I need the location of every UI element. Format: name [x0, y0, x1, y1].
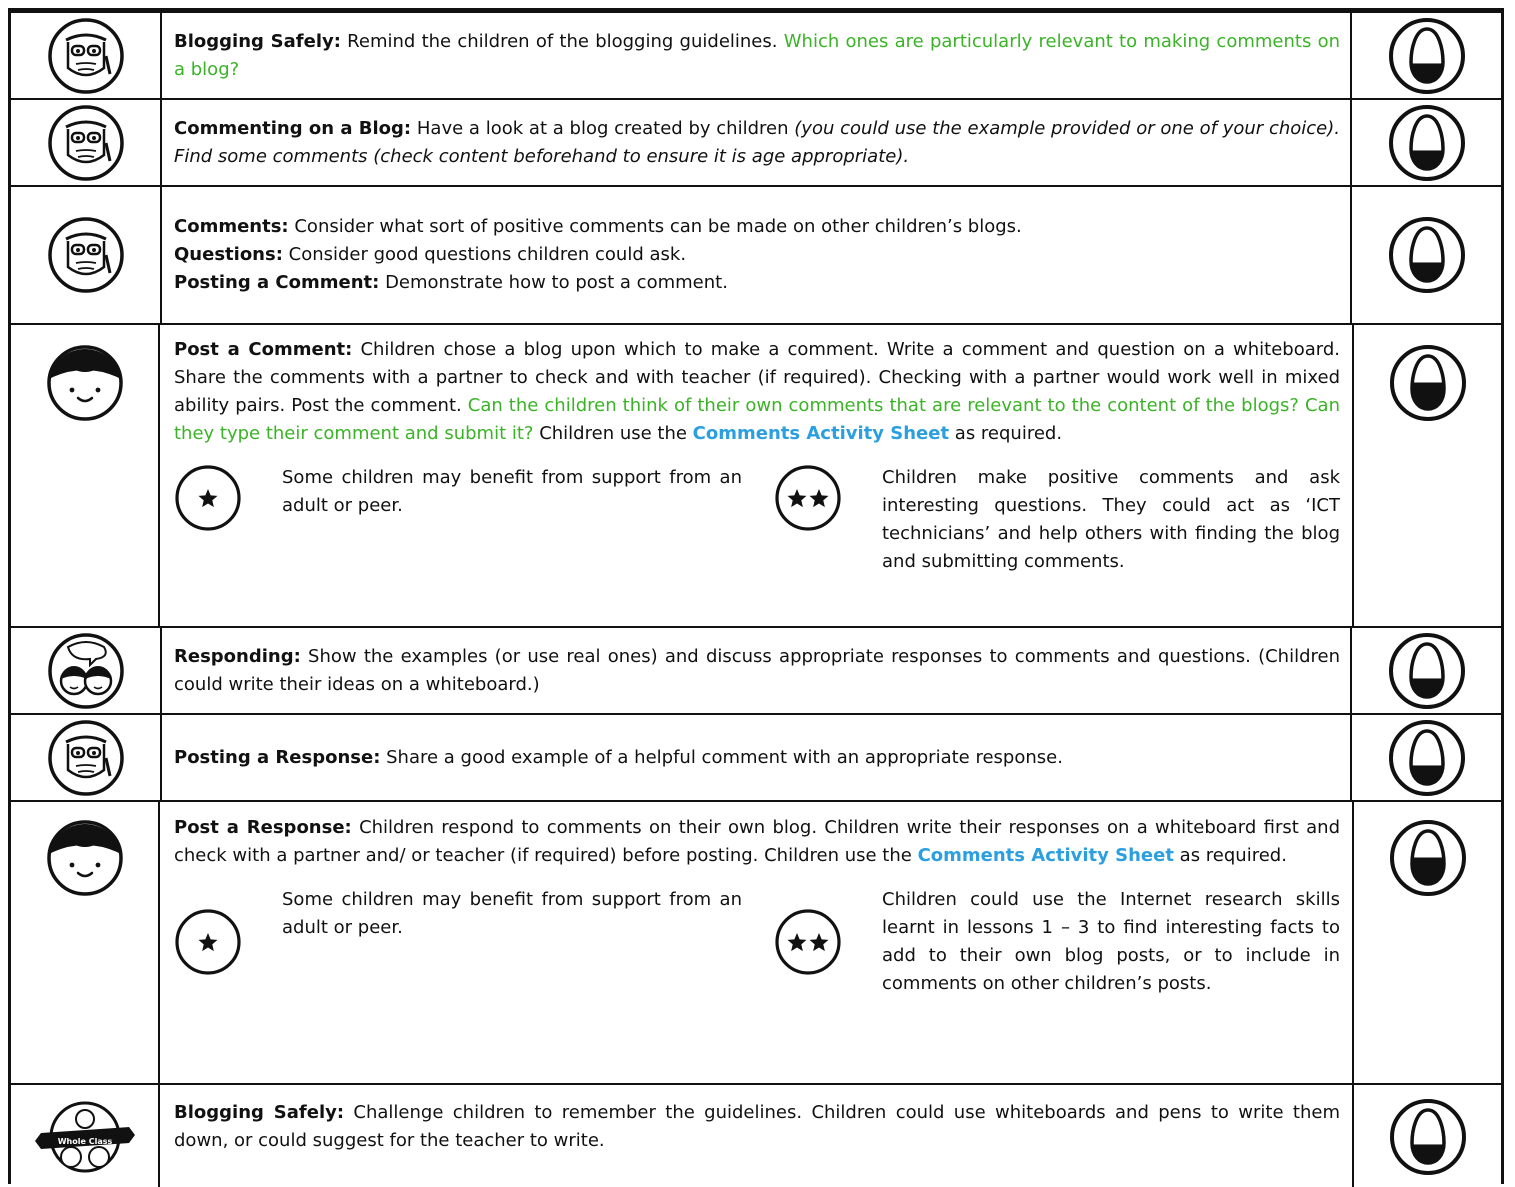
activity-body: Show the examples (or use real ones) and discuss appropriate responses to comments and questions. (Children could write their ideas on a whiteboard.) [174, 645, 1340, 695]
pair-talk-icon [11, 628, 162, 713]
table-row [11, 1085, 1501, 1187]
activity-title: Commenting on a Blog: [174, 117, 412, 139]
egg-timer-icon [1350, 13, 1501, 98]
activity-body: Share a good example of a helpful comment with an appropriate response. [380, 746, 1063, 768]
two-star-icon [774, 464, 842, 532]
activity-body: Consider what sort of positive comments can be made on other children’s blogs. [288, 216, 1022, 237]
activity-title: Posting a Response: [174, 746, 381, 768]
egg-timer-icon [1350, 628, 1501, 713]
table-row [11, 628, 1501, 715]
activity-title: Blogging Safely: [174, 30, 341, 52]
one-star-differentiation [174, 886, 774, 998]
activity-body: Remind the children of the blogging guidelines. [340, 30, 784, 52]
egg-timer-icon [1350, 100, 1501, 185]
assessment-question: Can the children think of their own comments that are relevant to the content of the blogs? Can they type their comment and submit it? [174, 395, 1340, 444]
egg-timer-icon [1350, 187, 1501, 323]
activity-body: as required. [1173, 845, 1287, 866]
table-row [11, 802, 1501, 1085]
two-star-icon [774, 908, 842, 976]
table-row [11, 715, 1501, 802]
table-row [11, 13, 1501, 100]
egg-timer-icon [1352, 802, 1501, 1083]
activity-text [174, 241, 1340, 269]
assessment-question: Which ones are particularly relevant to making comments on a blog? [174, 30, 1340, 80]
whole-class-label: Whole Class [57, 1137, 112, 1146]
comments-activity-sheet-link[interactable]: Comments Activity Sheet [917, 845, 1174, 866]
teacher-icon [11, 100, 162, 185]
child-icon [11, 325, 160, 626]
egg-timer-icon [1352, 1085, 1501, 1187]
two-star-text: Children could use the Internet research skills learnt in lessons 1 – 3 to find interesting facts to add to their own blog posts, or to include in comments on other children’s posts. [882, 889, 1340, 994]
activity-title: Post a Response: [174, 817, 352, 838]
activity-title: Posting a Comment: [174, 272, 380, 293]
activity-text [174, 643, 1340, 699]
activity-body: Demonstrate how to post a comment. [379, 272, 728, 293]
table-row [11, 187, 1501, 325]
activity-note: (you could use the example provided or one of your choice). Find some comments (check content beforehand to ensure it is age appropriate). [174, 117, 1340, 167]
table-row [11, 100, 1501, 187]
activity-body: Consider good questions children could ask. [282, 244, 687, 265]
activity-title: Comments: [174, 216, 289, 237]
differentiation [174, 886, 1340, 998]
activity-body: Children use the [533, 423, 693, 444]
activity-text [174, 28, 1340, 84]
egg-timer-icon [1350, 715, 1501, 800]
activity-title: Questions: [174, 244, 283, 265]
activity-text [174, 115, 1340, 171]
activity-body: Children respond to comments on their own blog. Children write their responses on a whiteboard first and check with a partner and/ or teacher (if required) before posting. Children use the [174, 817, 1340, 866]
activity-body: as required. [949, 423, 1063, 444]
activity-text [174, 814, 1340, 870]
two-star-differentiation [774, 464, 1340, 576]
one-star-icon [174, 464, 242, 532]
one-star-icon [174, 908, 242, 976]
activity-text [174, 269, 1340, 297]
activity-text [174, 336, 1340, 448]
one-star-text: Some children may benefit from support from an adult or peer. [282, 467, 742, 516]
activity-body: Children chose a blog upon which to make a comment. Write a comment and question on a whiteboard. Share the comments with a partner to check and with teacher (if required). Checking with a partner would work well in mixed ability pairs. Post the comment. [174, 339, 1340, 416]
activity-text [174, 744, 1340, 772]
teacher-icon [11, 187, 162, 323]
child-icon [11, 802, 160, 1083]
two-star-text: Children make positive comments and ask interesting questions. They could act as ‘ICT technicians’ and help others with finding the blog and submitting comments. [882, 467, 1340, 572]
activity-title: Blogging Safely: [174, 1102, 345, 1123]
activity-title: Responding: [174, 645, 301, 667]
activity-body: Challenge children to remember the guidelines. Children could use whiteboards and pens to write them down, or could suggest for the teacher to write. [174, 1102, 1340, 1151]
comments-activity-sheet-link[interactable]: Comments Activity Sheet [692, 423, 950, 444]
activity-title: Post a Comment: [174, 339, 353, 360]
activity-body: Have a look at a blog created by children [411, 117, 795, 139]
one-star-differentiation [174, 464, 774, 576]
table-row [11, 325, 1501, 628]
teacher-icon [11, 13, 162, 98]
whole-class-icon [11, 1085, 160, 1187]
activity-text [174, 213, 1340, 241]
activity-text [174, 1099, 1340, 1155]
two-star-differentiation [774, 886, 1340, 998]
egg-timer-icon [1352, 325, 1501, 626]
teacher-icon [11, 715, 162, 800]
differentiation [174, 464, 1340, 576]
one-star-text: Some children may benefit from support from an adult or peer. [282, 889, 742, 938]
